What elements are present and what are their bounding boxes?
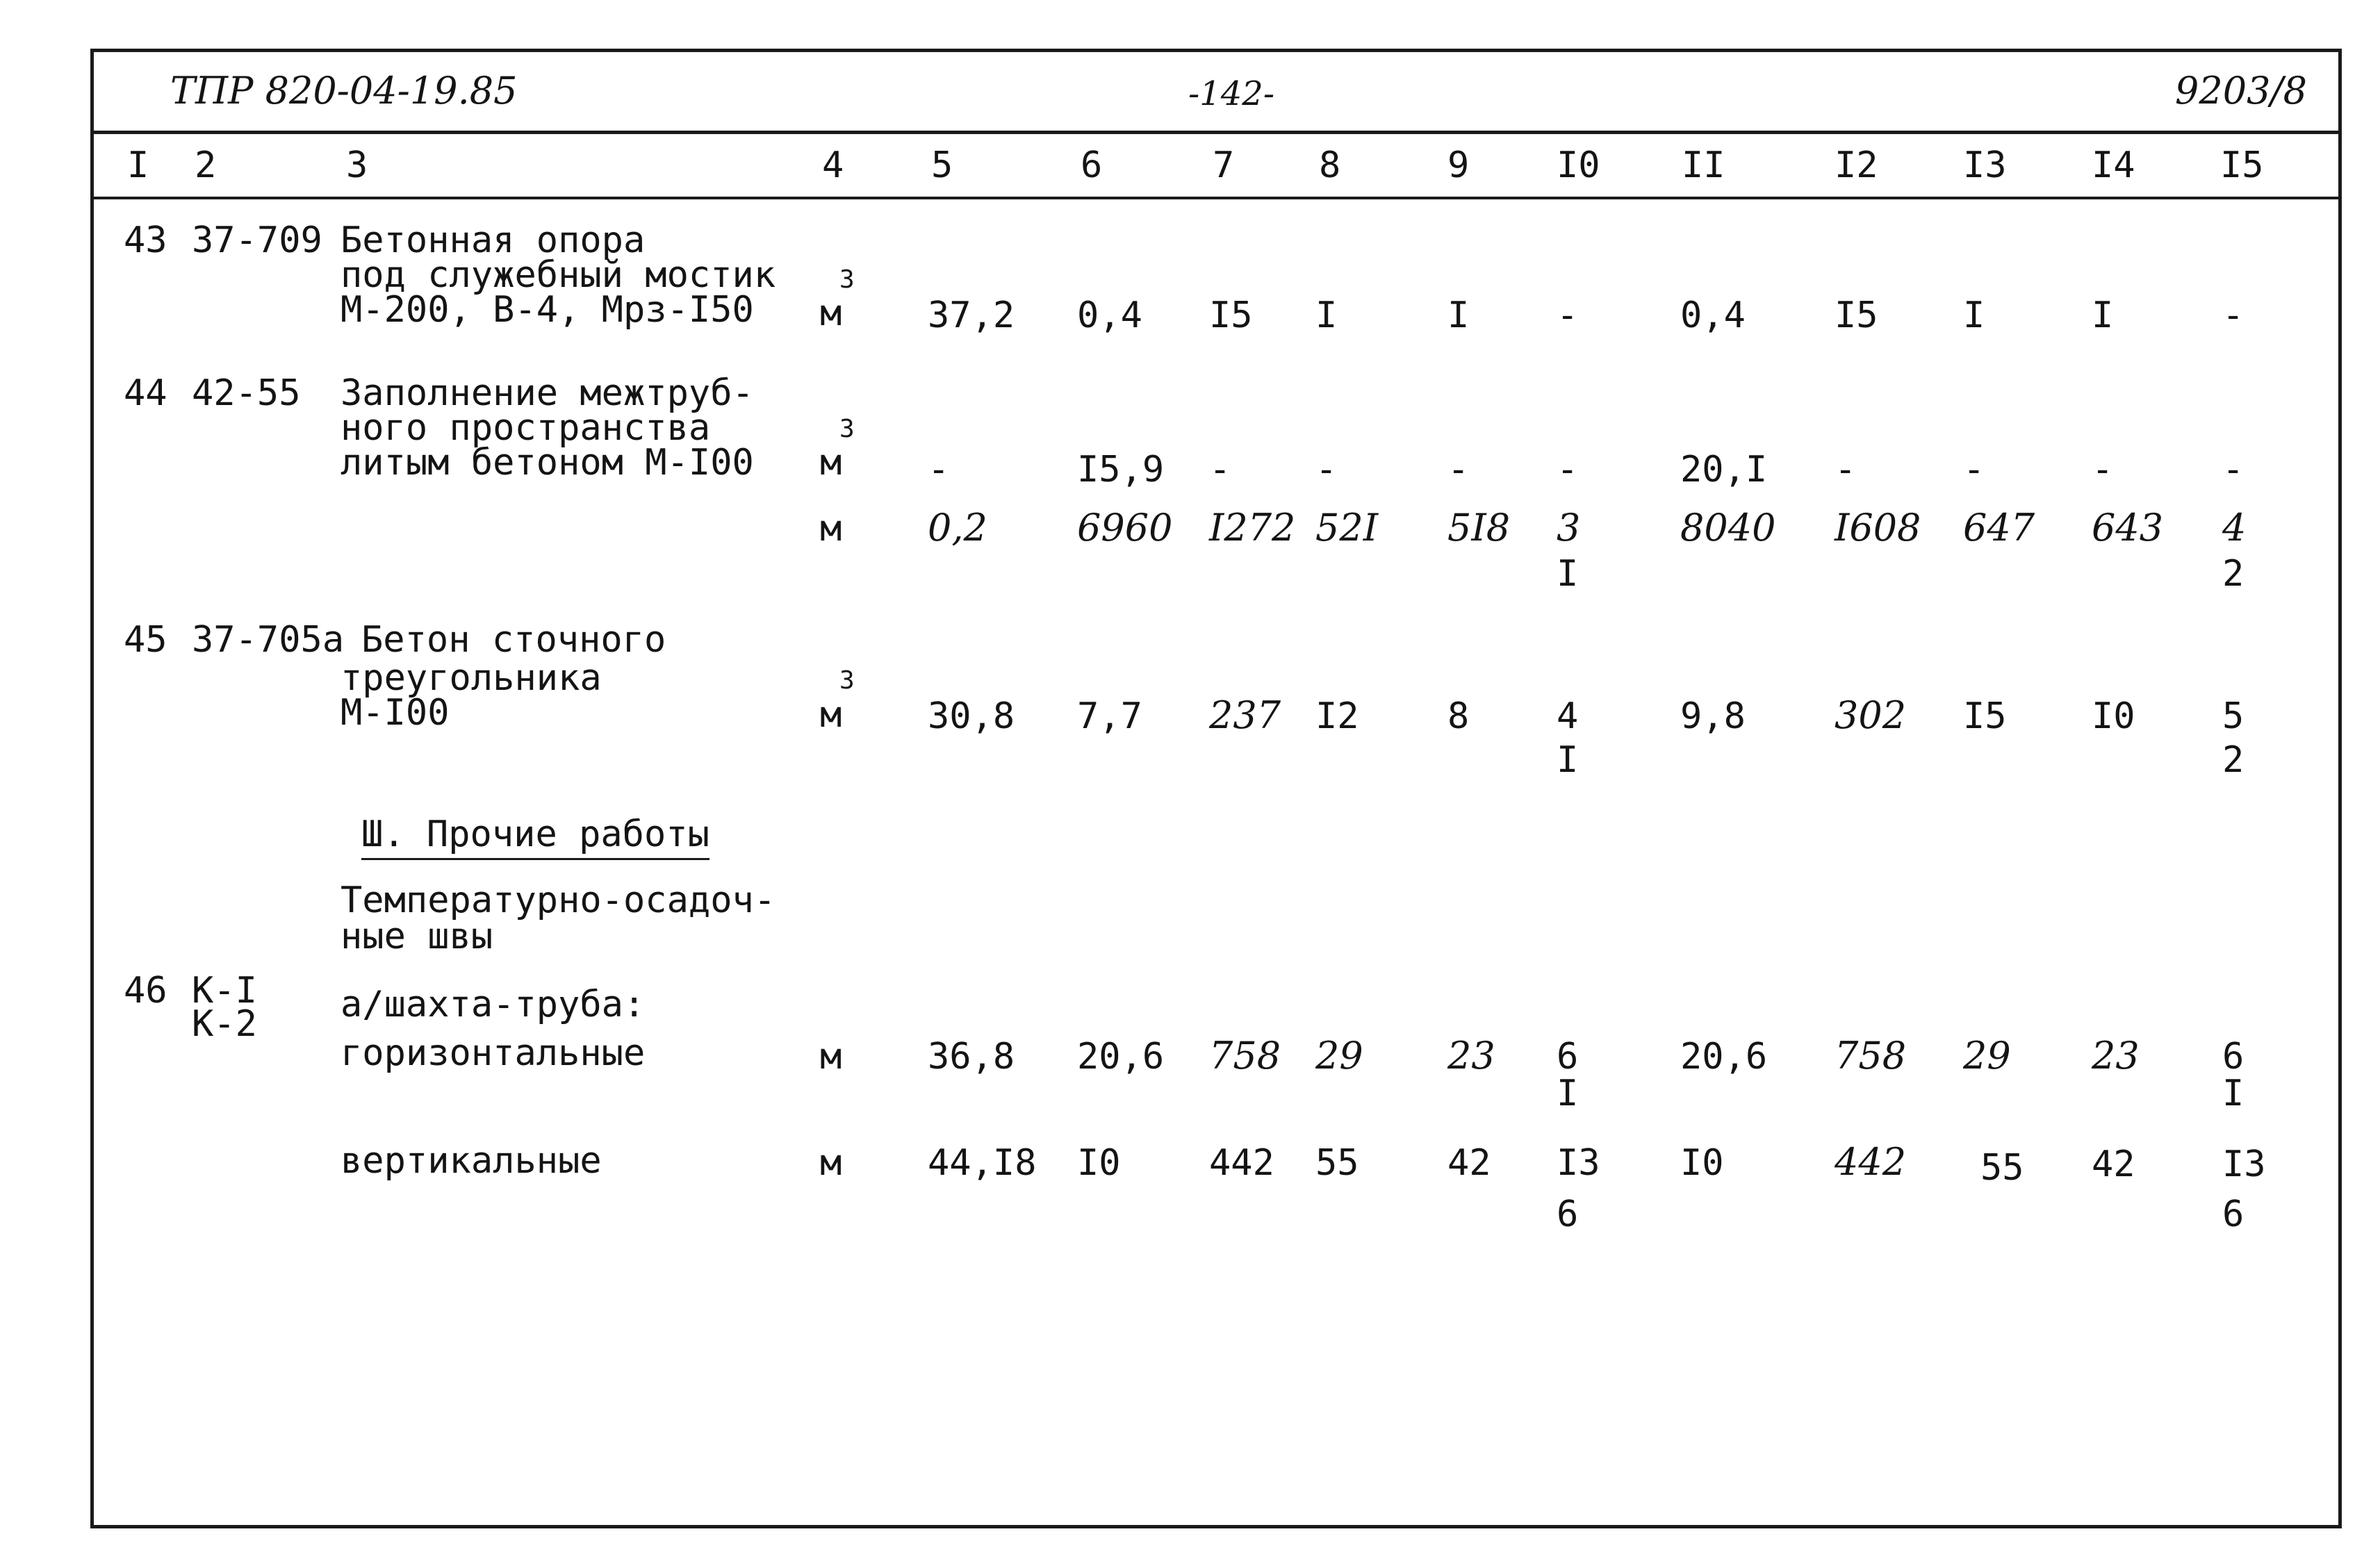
frame-left (90, 49, 94, 1528)
cell-c15: - (2222, 449, 2244, 490)
cell-c11: 20,I (1680, 449, 1768, 490)
cell-c5: 37,2 (928, 295, 1015, 336)
cell-c14: I (2092, 295, 2114, 336)
cell-c12: - (1835, 449, 1857, 490)
cell-c10: 3 (1557, 506, 1581, 550)
cell-c6: I5,9 (1077, 449, 1165, 490)
cell-c9: 42 (1447, 1142, 1491, 1184)
cell-c12: 758 (1835, 1034, 1907, 1078)
cell-c12: 442 (1835, 1140, 1907, 1184)
cell-c8: 55 (1315, 1142, 1359, 1184)
cell-c10: - (1557, 295, 1579, 336)
cell-c8: I2 (1315, 695, 1359, 737)
cell-c10: 4 (1557, 695, 1579, 737)
row-name-line: М-I00 (340, 692, 450, 734)
cell-c6: 7,7 (1077, 695, 1142, 737)
cell-c15: I3 (2222, 1144, 2266, 1185)
unit: м (820, 1142, 842, 1184)
cell-c13: I (1963, 295, 1985, 336)
cell-c13: 647 (1963, 506, 2035, 550)
unit-exponent: 3 (839, 666, 855, 695)
row-name-line: Заполнение межтруб- (340, 372, 754, 414)
cell-c6: 6960 (1077, 506, 1173, 550)
row-code: К-I (192, 970, 257, 1012)
row-number: 45 (124, 619, 167, 661)
sub-row-label: вертикальные (340, 1140, 602, 1182)
row-name-line: Бетонная опора (340, 220, 646, 261)
cell-c15-second-line: I (2222, 1073, 2244, 1114)
row-code: 37-709 (192, 220, 322, 261)
cell-c8: 29 (1315, 1034, 1363, 1078)
row-number: 43 (124, 220, 167, 261)
cell-c14: 23 (2092, 1034, 2140, 1078)
row-code: 42-55 (192, 372, 301, 414)
cell-c14: I0 (2092, 695, 2135, 737)
cell-c6: I0 (1077, 1142, 1121, 1184)
col-header-9: 9 (1447, 145, 1470, 186)
cell-c15: - (2222, 295, 2244, 336)
page-number: -142- (1188, 74, 1275, 113)
cell-c9: 5I8 (1447, 506, 1511, 550)
cell-c7: - (1209, 449, 1231, 490)
col-header-6: 6 (1081, 145, 1103, 186)
section-title: Ш. Прочие работы (361, 816, 709, 860)
cell-c14: - (2092, 449, 2114, 490)
row-name-line: Температурно-осадоч- (340, 880, 776, 921)
cell-c14: 643 (2092, 506, 2164, 550)
cell-c11: 0,4 (1680, 295, 1746, 336)
cell-c7: I5 (1209, 295, 1253, 336)
cell-c9: 8 (1447, 695, 1470, 737)
row-name-line: треугольника (340, 657, 602, 699)
cell-c6: 0,4 (1077, 295, 1142, 336)
row-name-line: литым бетоном М-I00 (340, 442, 754, 484)
cell-c9: I (1447, 295, 1470, 336)
cell-c10: - (1557, 449, 1579, 490)
cell-c10-second-line: I (1557, 1073, 1579, 1114)
column-header-divider (90, 197, 2342, 199)
col-header-2: 2 (195, 145, 217, 186)
col-header-12: I2 (1835, 145, 1878, 186)
col-header-13: I3 (1963, 145, 2007, 186)
cell-c15-second-line: 2 (2222, 553, 2244, 595)
row-number: 46 (124, 970, 167, 1012)
unit-exponent: 3 (839, 415, 855, 443)
cell-c11: 8040 (1680, 506, 1776, 550)
unit: м (820, 508, 842, 550)
doc-code: ТПР 820-04-19.85 (170, 69, 518, 113)
cell-c15: 6 (2222, 1036, 2244, 1078)
cell-c5: - (928, 449, 950, 490)
col-header-10: I0 (1557, 145, 1600, 186)
row-subheading: а/шахта-труба: (340, 984, 646, 1025)
cell-c12: 302 (1835, 693, 1907, 737)
row-name-line: Бетон сточного (361, 619, 666, 661)
cell-c7: 758 (1209, 1034, 1281, 1078)
cell-c15-second-line: 6 (2222, 1194, 2244, 1235)
col-header-5: 5 (931, 145, 953, 186)
unit: м (820, 694, 842, 736)
cell-c5: 0,2 (928, 506, 987, 550)
col-header-7: 7 (1213, 145, 1235, 186)
cell-c13: 55 (1980, 1147, 2024, 1189)
header-divider (90, 131, 2342, 134)
cell-c8: I (1315, 295, 1338, 336)
frame-right (2338, 49, 2342, 1528)
unit: м (820, 442, 842, 484)
cell-c12: I5 (1835, 295, 1878, 336)
col-header-4: 4 (822, 145, 844, 186)
cell-c11: 9,8 (1680, 695, 1746, 737)
cell-c10-second-line: 6 (1557, 1194, 1579, 1235)
frame-top (90, 49, 2342, 52)
unit: м (820, 292, 842, 334)
cell-c9: - (1447, 449, 1470, 490)
cell-c10-second-line: I (1557, 739, 1579, 781)
cell-c7: 442 (1209, 1142, 1274, 1184)
col-header-1: I (127, 145, 149, 186)
unit-exponent: 3 (839, 265, 855, 294)
cell-c11: I0 (1680, 1142, 1724, 1184)
col-header-11: II (1682, 145, 1725, 186)
row-name-line: ного пространства (340, 407, 711, 449)
cell-c14: 42 (2092, 1144, 2135, 1185)
cell-c5: 44,I8 (928, 1142, 1037, 1184)
cell-c12: I608 (1835, 506, 1921, 550)
cell-c8: - (1315, 449, 1338, 490)
cell-c5: 30,8 (928, 695, 1015, 737)
row-name-line: ные швы (340, 916, 493, 957)
cell-c11: 20,6 (1680, 1036, 1768, 1078)
col-header-3: 3 (346, 145, 368, 186)
row-name-line: под служебный мостик (340, 254, 776, 296)
col-header-14: I4 (2092, 145, 2135, 186)
cell-c10-second-line: I (1557, 553, 1579, 595)
cell-c10: 6 (1557, 1036, 1579, 1078)
cell-c7: 237 (1209, 693, 1281, 737)
col-header-15: I5 (2220, 145, 2264, 186)
cell-c10: I3 (1557, 1142, 1600, 1184)
frame-bottom (90, 1525, 2342, 1528)
row-name-line: М-200, В-4, Мрз-I50 (340, 289, 754, 331)
row-code: К-2 (192, 1003, 257, 1045)
sub-row-label: горизонтальные (340, 1032, 646, 1074)
cell-c8: 52I (1315, 506, 1379, 550)
cell-c13: I5 (1963, 695, 2007, 737)
cell-c5: 36,8 (928, 1036, 1015, 1078)
sheet-code: 9203/8 (2175, 69, 2307, 113)
cell-c7: I272 (1209, 506, 1296, 550)
cell-c15: 4 (2222, 506, 2247, 550)
col-header-8: 8 (1319, 145, 1341, 186)
row-code: 37-705а (192, 619, 345, 661)
row-number: 44 (124, 372, 167, 414)
unit: м (820, 1036, 842, 1078)
cell-c9: 23 (1447, 1034, 1495, 1078)
cell-c6: 20,6 (1077, 1036, 1165, 1078)
cell-c15-second-line: 2 (2222, 739, 2244, 781)
cell-c13: - (1963, 449, 1985, 490)
cell-c15: 5 (2222, 695, 2244, 737)
cell-c13: 29 (1963, 1034, 2011, 1078)
